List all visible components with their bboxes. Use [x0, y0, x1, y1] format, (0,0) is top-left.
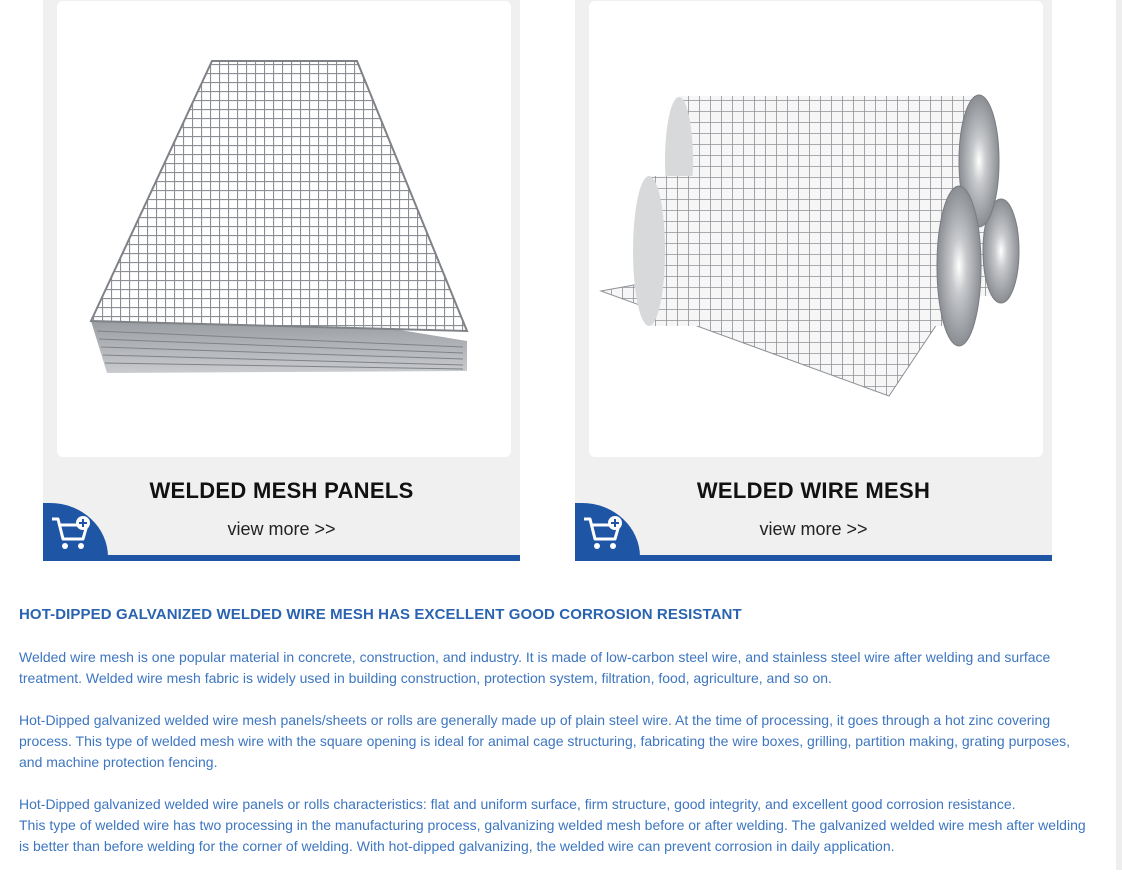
article-paragraph-1: Welded wire mesh is one popular material in concrete, construction, and industry. It is made of low-carbon steel wire, and stainless steel wire after welding and surface treatment. Welded wire mesh fabric is widely used in building construction, protection system, filtration, food, agriculture, and so on.: [19, 649, 1051, 686]
article-paragraph-3-line-2: This type of welded wire has two processing in the manufacturing process, galvanizing welded mesh before or after welding. The galvanized welded wire mesh after welding is better than before welding for the corner of welding. With hot-dipped galvanizing, the welded wire can prevent corrosion in daily application.: [19, 817, 1086, 854]
product-title: WELDED MESH PANELS: [149, 478, 414, 503]
add-to-cart-button[interactable]: [43, 503, 108, 561]
product-title: WELDED WIRE MESH: [696, 478, 931, 503]
article-section: [19, 606, 1094, 878]
cart-plus-icon: [50, 515, 92, 551]
view-more-link[interactable]: view more >>: [227, 519, 336, 539]
product-card-welded-wire-mesh[interactable]: [575, 0, 1052, 561]
article-heading: HOT-DIPPED GALVANIZED WELDED WIRE MESH HAS EXCELLENT GOOD CORROSION RESISTANT: [19, 606, 742, 623]
product-card-welded-mesh-panels[interactable]: [43, 0, 520, 561]
welded-wire-mesh-rolls-image[interactable]: [589, 1, 1043, 457]
view-more-link[interactable]: view more >>: [759, 519, 868, 539]
scrollbar-track[interactable]: [1116, 0, 1122, 870]
article-paragraph-2: Hot-Dipped galvanized welded wire mesh panels/sheets or rolls are generally made up of plain steel wire. At the time of processing, it goes through a hot zinc covering process. This type of welded mesh wire with the square opening is ideal for animal cage structuring, fabricating the wire boxes, grilling, partition making, grating purposes, and machine protection fencing.: [19, 712, 1071, 770]
cart-plus-icon: [582, 515, 624, 551]
card-bottom-bar: [43, 555, 520, 561]
article-paragraph-3: [19, 794, 1094, 857]
article-paragraph-3-line-1: Hot-Dipped galvanized welded wire panels or rolls characteristics: flat and uniform surface, firm structure, good integrity, and excellent good corrosion resistance.: [19, 796, 1016, 812]
welded-mesh-panel-stack-image[interactable]: [57, 1, 511, 457]
add-to-cart-button[interactable]: [575, 503, 640, 561]
card-bottom-bar: [575, 555, 1052, 561]
